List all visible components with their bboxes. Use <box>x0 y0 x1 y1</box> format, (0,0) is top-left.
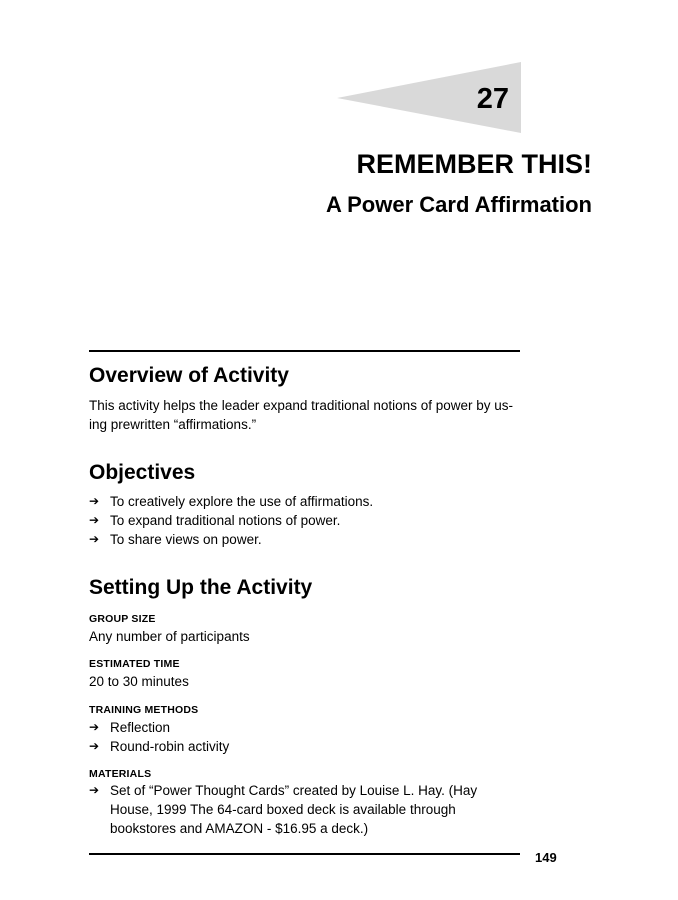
objectives-heading: Objectives <box>89 461 196 484</box>
chapter-title: REMEMBER THIS! <box>356 149 592 179</box>
training-methods-label: TRAINING METHODS <box>89 704 199 716</box>
materials-label: MATERIALS <box>89 768 152 780</box>
objectives-list <box>89 492 529 549</box>
overview-text: This activity helps the leader expand traditional notions of power by us-ing prewritten “affirmations.” <box>89 398 513 432</box>
estimated-time-value: 20 to 30 minutes <box>89 674 189 689</box>
list-item: ➔ To expand traditional notions of power. <box>89 513 341 528</box>
chapter-number: 27 <box>476 83 509 115</box>
arrow-right-icon: ➔ <box>89 494 100 508</box>
page-number: 149 <box>535 850 557 865</box>
arrow-right-icon: ➔ <box>89 532 100 546</box>
setup-heading: Setting Up the Activity <box>89 576 313 599</box>
estimated-time-label: ESTIMATED TIME <box>89 658 180 670</box>
group-size-value: Any number of participants <box>89 629 250 644</box>
chapter-subtitle: A Power Card Affirmation <box>325 192 592 217</box>
list-item: ➔ Round-robin activity <box>89 739 230 754</box>
materials-list <box>89 781 509 838</box>
list-item: ➔ To share views on power. <box>89 532 262 547</box>
training-methods-list <box>89 718 529 756</box>
list-item: ➔ Reflection <box>89 720 171 735</box>
top-divider <box>89 350 520 352</box>
arrow-right-icon: ➔ <box>89 720 100 734</box>
arrow-right-icon: ➔ <box>89 513 100 527</box>
arrow-right-icon: ➔ <box>89 783 100 797</box>
list-item: ➔ Set of “Power Thought Cards” created by Louise L. Hay. (Hay House, 1999 The 64-card boxed deck is available through bookstores and AMAZON - $16.95 a deck.) <box>89 783 478 836</box>
arrow-right-icon: ➔ <box>89 739 100 753</box>
bottom-divider <box>89 853 520 855</box>
group-size-label: GROUP SIZE <box>89 613 156 625</box>
overview-heading: Overview of Activity <box>89 364 289 387</box>
list-item: ➔ To creatively explore the use of affirmations. <box>89 494 374 509</box>
